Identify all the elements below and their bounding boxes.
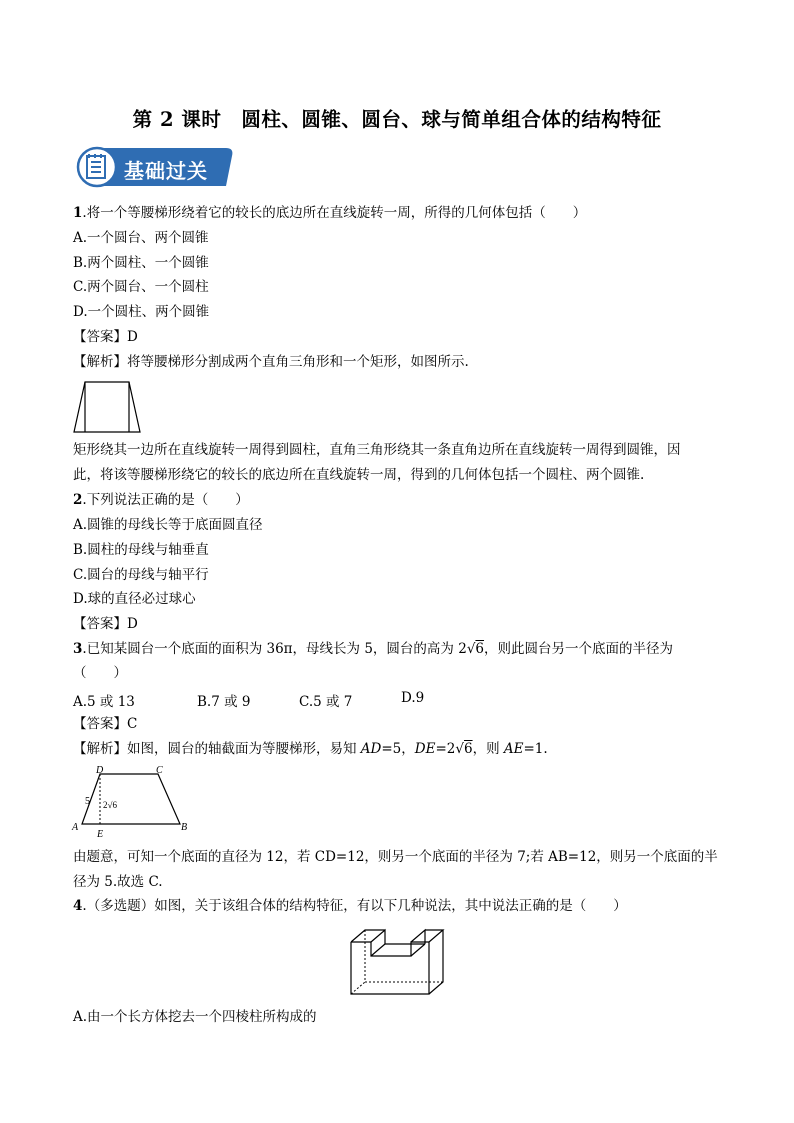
- q3-option-d: D.9: [401, 690, 425, 706]
- segment-ae: AE: [503, 741, 524, 757]
- q2-number: 2: [73, 492, 83, 508]
- label-d: D: [96, 765, 104, 776]
- section-label: 基础过关: [124, 159, 208, 183]
- q3-stem-blank: （ ）: [73, 665, 127, 681]
- solid-figure: [345, 924, 449, 998]
- label-e: E: [97, 829, 104, 840]
- q1-explain-line2: 此，将该等腰梯形绕它的较长的底边所在直线旋转一周，得到的几何体包括一个圆柱、两个圆锥.: [73, 467, 645, 483]
- q1-option-a: A.一个圆台、两个圆锥: [73, 230, 209, 246]
- label-a: A: [72, 822, 79, 833]
- q2-stem-text: .下列说法正确的是（ ）: [82, 492, 249, 508]
- label-five: 5: [85, 796, 90, 807]
- axial-section-figure: [70, 764, 194, 840]
- q1-answer: [73, 328, 138, 346]
- q3-analysis: [73, 740, 548, 758]
- q1-explain-line1: 矩形绕其一边所在直线旋转一周得到圆柱，直角三角形绕其一条直角边所在直线旋转一周得到圆锥，因: [73, 442, 681, 458]
- q3-stem-b: ，则此圆台另一个底面的半径为: [484, 641, 674, 657]
- label-b: B: [181, 822, 188, 833]
- answer-tag: 【答案】: [73, 329, 127, 345]
- analysis-tag: 【解析】: [73, 354, 127, 370]
- q3-stem-a: .已知某圆台一个底面的面积为 36π，母线长为 5，圆台的高为 2: [82, 641, 467, 657]
- analysis-text: =1.: [523, 741, 548, 757]
- q3-number: 3: [73, 641, 83, 657]
- q1-option-c: C.两个圆台、一个圆柱: [73, 279, 209, 295]
- answer-tag: 【答案】: [73, 616, 127, 632]
- analysis-tag: 【解析】: [73, 741, 127, 757]
- q3-answer: [73, 715, 137, 733]
- answer-value: D: [127, 329, 138, 345]
- analysis-text: =5，: [381, 741, 415, 757]
- q1-stem: [73, 204, 586, 222]
- answer-value: D: [127, 616, 138, 632]
- trapezoid-figure: [72, 380, 142, 434]
- q1-analysis: [73, 353, 469, 371]
- q3-explain-line1: 由题意，可知一个底面的直径为 12，若 CD=12，则另一个底面的半径为 7;若 AB=12，则另一个底面的半: [73, 849, 718, 865]
- q2-option-c: C.圆台的母线与轴平行: [73, 567, 209, 583]
- answer-tag: 【答案】: [73, 716, 127, 732]
- analysis-text: ，则: [472, 741, 504, 757]
- q1-stem-text: .将一个等腰梯形绕着它的较长的底边所在直线旋转一周，所得的几何体包括（ ）: [82, 205, 587, 221]
- sqrt-symbol: √: [455, 741, 464, 757]
- label-c: C: [156, 765, 163, 776]
- sqrt-symbol: √: [466, 641, 476, 657]
- q3-option-c: C.5 或 7: [299, 694, 353, 710]
- q4-stem: [73, 897, 627, 915]
- q4-number: 4: [73, 898, 83, 914]
- q2-option-a: A.圆锥的母线长等于底面圆直径: [73, 517, 263, 533]
- q1-option-b: B.两个圆柱、一个圆锥: [73, 255, 209, 271]
- answer-value: C: [127, 716, 138, 732]
- label-height: 2√6: [103, 800, 117, 810]
- segment-de: DE: [414, 741, 436, 757]
- page-title: 第 2 课时 圆柱、圆锥、圆台、球与简单组合体的结构特征: [132, 108, 662, 131]
- q3-option-b: B.7 或 9: [197, 694, 251, 710]
- analysis-text: 将等腰梯形分割成两个直角三角形和一个矩形，如图所示.: [127, 354, 469, 370]
- segment-ad: AD: [360, 741, 382, 757]
- q3-sqrt-value: 6: [475, 641, 485, 657]
- q2-stem: [73, 491, 249, 509]
- analysis-text: =2: [435, 741, 456, 757]
- q2-option-b: B.圆柱的母线与轴垂直: [73, 542, 209, 558]
- q1-number: 1: [73, 205, 83, 221]
- q2-option-d: D.球的直径必过球心: [73, 591, 196, 607]
- q4-option-a: A.由一个长方体挖去一个四棱柱所构成的: [73, 1009, 317, 1025]
- q2-answer: [73, 615, 138, 633]
- q4-stem-text: .（多选题）如图，关于该组合体的结构特征，有以下几种说法，其中说法正确的是（ ）: [82, 898, 627, 914]
- analysis-text: 如图，圆台的轴截面为等腰梯形，易知: [127, 741, 361, 757]
- q3-stem: [73, 640, 673, 658]
- sqrt-value: 6: [463, 741, 473, 757]
- q3-option-a: A.5 或 13: [73, 694, 135, 710]
- notebook-icon: [87, 154, 105, 178]
- q3-explain-line2: 径为 5.故选 C.: [73, 874, 163, 890]
- q1-option-d: D.一个圆柱、两个圆锥: [73, 304, 210, 320]
